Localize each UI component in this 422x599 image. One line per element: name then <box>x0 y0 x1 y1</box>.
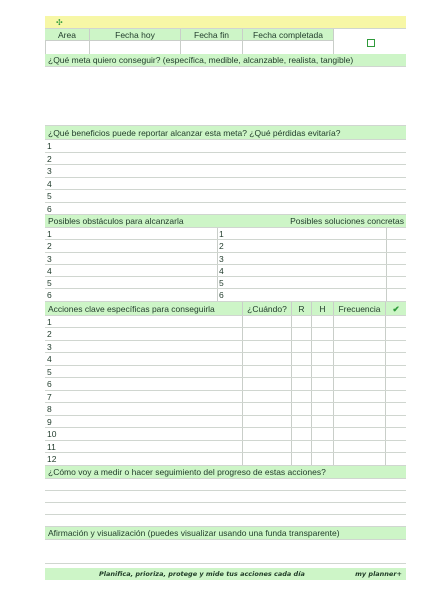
row-number: 1 <box>47 316 52 327</box>
goal-answer-area[interactable] <box>45 67 406 126</box>
obstacle-number: 5 <box>47 278 52 289</box>
r-cell[interactable] <box>291 378 311 390</box>
actions-title: Acciones clave específicas para conseguirla <box>48 303 215 314</box>
r-cell[interactable] <box>291 441 311 453</box>
obstacle-row[interactable] <box>45 289 406 301</box>
header-columns-row <box>45 29 406 54</box>
done-cell[interactable] <box>385 403 406 415</box>
r-cell[interactable] <box>291 328 311 340</box>
solution-number: 1 <box>219 229 224 239</box>
row-number: 2 <box>47 153 52 164</box>
solution-number: 2 <box>219 241 224 252</box>
col-h: H <box>311 302 333 315</box>
when-cell[interactable] <box>242 453 291 465</box>
done-cell[interactable] <box>385 316 406 328</box>
row-number: 5 <box>47 191 52 201</box>
h-cell[interactable] <box>311 403 333 415</box>
row-number: 8 <box>47 404 52 415</box>
action-row[interactable] <box>45 441 406 454</box>
row-number: 3 <box>47 166 52 176</box>
h-cell[interactable] <box>311 328 333 340</box>
done-cell[interactable] <box>385 353 406 365</box>
frequency-cell[interactable] <box>333 353 385 365</box>
when-cell[interactable] <box>242 441 291 453</box>
r-cell[interactable] <box>291 453 311 465</box>
four-leaf-clover-icon: ✣ <box>56 18 63 27</box>
benefit-row[interactable] <box>45 203 406 216</box>
done-cell[interactable] <box>385 378 406 390</box>
h-cell[interactable] <box>311 378 333 390</box>
r-cell[interactable] <box>291 353 311 365</box>
r-cell[interactable] <box>291 416 311 428</box>
benefit-row[interactable] <box>45 178 406 191</box>
obstacle-number: 1 <box>47 229 52 239</box>
affirmation-answer-area[interactable] <box>45 540 406 564</box>
done-cell[interactable] <box>385 341 406 353</box>
measure-question-row <box>45 466 406 479</box>
solution-check-cell[interactable] <box>386 277 406 288</box>
solution-cell[interactable] <box>217 277 386 288</box>
goal-planner-sheet <box>45 16 406 564</box>
affirmation-question-row <box>45 527 406 540</box>
brand-logo: my planner+ <box>355 570 402 578</box>
obstacle-row[interactable] <box>45 240 406 252</box>
measure-line-1[interactable] <box>45 479 406 491</box>
col-cuando: ¿Cuándo? <box>242 302 291 315</box>
obstacle-number: 4 <box>47 265 52 276</box>
solution-cell[interactable] <box>217 240 386 251</box>
obstacles-header-row <box>45 215 406 228</box>
row-number: 1 <box>47 141 52 151</box>
action-row[interactable] <box>45 428 406 441</box>
frequency-cell[interactable] <box>333 328 385 340</box>
footer-bar <box>45 568 406 580</box>
fecha-hoy-input[interactable] <box>89 41 180 54</box>
row-number: 11 <box>47 441 56 452</box>
row-number: 4 <box>47 354 52 365</box>
obstacles-title: Posibles obstáculos para alcanzarla <box>48 216 184 226</box>
measure-line-4[interactable] <box>45 515 406 527</box>
completed-checkbox[interactable] <box>367 39 375 47</box>
r-cell[interactable] <box>291 316 311 328</box>
col-r: R <box>291 302 311 315</box>
benefit-row[interactable] <box>45 165 406 178</box>
col-fecha-fin: Fecha fin <box>180 29 242 41</box>
action-row[interactable] <box>45 341 406 354</box>
fecha-completada-input[interactable] <box>242 41 333 54</box>
obstacle-number: 6 <box>47 290 52 301</box>
frequency-cell[interactable] <box>333 428 385 440</box>
r-cell[interactable] <box>291 341 311 353</box>
action-row[interactable] <box>45 353 406 366</box>
measure-line-2[interactable] <box>45 491 406 503</box>
solution-cell[interactable] <box>217 265 386 276</box>
solution-cell[interactable] <box>217 253 386 264</box>
completed-checkbox-cell[interactable] <box>333 29 406 54</box>
row-number: 6 <box>47 203 52 214</box>
action-row[interactable] <box>45 453 406 466</box>
benefit-row[interactable] <box>45 140 406 153</box>
action-row[interactable] <box>45 316 406 329</box>
h-cell[interactable] <box>311 366 333 378</box>
benefit-row[interactable] <box>45 153 406 166</box>
row-number: 10 <box>47 429 57 440</box>
row-number: 5 <box>47 366 52 377</box>
h-cell[interactable] <box>311 441 333 453</box>
row-number: 2 <box>47 329 52 340</box>
h-cell[interactable] <box>311 428 333 440</box>
obstacle-row[interactable] <box>45 253 406 265</box>
col-fecha-hoy: Fecha hoy <box>89 29 180 41</box>
solution-check-cell[interactable] <box>386 265 406 276</box>
frequency-cell[interactable] <box>333 441 385 453</box>
solution-number: 3 <box>219 253 224 264</box>
col-fecha-completada: Fecha completada <box>242 29 333 41</box>
goal-question-row <box>45 54 406 67</box>
when-cell[interactable] <box>242 428 291 440</box>
done-cell[interactable] <box>385 453 406 465</box>
col-area: Area <box>45 29 89 41</box>
h-cell[interactable] <box>311 353 333 365</box>
h-cell[interactable] <box>311 453 333 465</box>
area-input[interactable] <box>45 41 89 54</box>
when-cell[interactable] <box>242 328 291 340</box>
row-number: 7 <box>47 391 52 402</box>
solutions-title: Posibles soluciones concretas <box>290 216 404 226</box>
check-icon: ✔ <box>385 302 406 315</box>
action-row[interactable] <box>45 378 406 391</box>
measure-line-3[interactable] <box>45 503 406 515</box>
frequency-cell[interactable] <box>333 316 385 328</box>
done-cell[interactable] <box>385 416 406 428</box>
when-cell[interactable] <box>242 366 291 378</box>
done-cell[interactable] <box>385 328 406 340</box>
done-cell[interactable] <box>385 391 406 403</box>
benefits-question: ¿Qué beneficios puede reportar alcanzar esta meta? ¿Qué pérdidas evitaría? <box>48 128 341 138</box>
solution-number: 6 <box>219 290 224 301</box>
solution-number: 4 <box>219 265 224 276</box>
r-cell[interactable] <box>291 366 311 378</box>
frequency-cell[interactable] <box>333 366 385 378</box>
frequency-cell[interactable] <box>333 378 385 390</box>
header-icon-row <box>45 16 406 29</box>
obstacle-number: 3 <box>47 253 52 264</box>
r-cell[interactable] <box>291 428 311 440</box>
obstacle-number: 2 <box>47 241 52 252</box>
obstacle-row[interactable] <box>45 228 406 240</box>
r-cell[interactable] <box>291 403 311 415</box>
fecha-fin-input[interactable] <box>180 41 242 54</box>
action-row[interactable] <box>45 391 406 404</box>
when-cell[interactable] <box>242 416 291 428</box>
frequency-cell[interactable] <box>333 453 385 465</box>
benefits-question-row <box>45 126 406 140</box>
col-frecuencia: Frecuencia <box>333 302 385 315</box>
when-cell[interactable] <box>242 353 291 365</box>
done-cell[interactable] <box>385 366 406 378</box>
actions-list <box>45 316 406 466</box>
when-cell[interactable] <box>242 378 291 390</box>
row-number: 6 <box>47 379 52 390</box>
row-number: 4 <box>47 178 52 189</box>
frequency-cell[interactable] <box>333 341 385 353</box>
h-cell[interactable] <box>311 416 333 428</box>
done-cell[interactable] <box>385 428 406 440</box>
solution-check-cell[interactable] <box>386 289 406 300</box>
goal-question: ¿Qué meta quiero conseguir? (específica, medible, alcanzable, realista, tangible) <box>48 55 354 65</box>
solution-cell[interactable] <box>217 228 386 239</box>
row-number: 9 <box>47 416 52 427</box>
benefits-list <box>45 140 406 215</box>
solution-check-cell[interactable] <box>386 253 406 264</box>
solution-cell[interactable] <box>217 289 386 300</box>
when-cell[interactable] <box>242 341 291 353</box>
solution-number: 5 <box>219 278 224 289</box>
action-row[interactable] <box>45 403 406 416</box>
done-cell[interactable] <box>385 441 406 453</box>
h-cell[interactable] <box>311 391 333 403</box>
action-row[interactable] <box>45 366 406 379</box>
r-cell[interactable] <box>291 391 311 403</box>
when-cell[interactable] <box>242 316 291 328</box>
row-number: 3 <box>47 341 52 352</box>
benefit-row[interactable] <box>45 190 406 203</box>
actions-header-row <box>45 302 406 316</box>
action-row[interactable] <box>45 328 406 341</box>
footer-tagline: Planifica, prioriza, protege y mide tus acciones cada día <box>99 570 305 578</box>
frequency-cell[interactable] <box>333 416 385 428</box>
measure-question: ¿Cómo voy a medir o hacer seguimiento del progreso de estas acciones? <box>48 466 326 477</box>
row-number: 12 <box>47 454 57 465</box>
frequency-cell[interactable] <box>333 391 385 403</box>
obstacle-row[interactable] <box>45 265 406 277</box>
h-cell[interactable] <box>311 316 333 328</box>
when-cell[interactable] <box>242 391 291 403</box>
solution-check-cell[interactable] <box>386 228 406 239</box>
obstacle-row[interactable] <box>45 277 406 289</box>
obstacles-list <box>45 228 406 302</box>
h-cell[interactable] <box>311 341 333 353</box>
frequency-cell[interactable] <box>333 403 385 415</box>
affirmation-question: Afirmación y visualización (puedes visualizar usando una funda transparente) <box>48 527 340 538</box>
when-cell[interactable] <box>242 403 291 415</box>
action-row[interactable] <box>45 416 406 429</box>
solution-check-cell[interactable] <box>386 240 406 251</box>
